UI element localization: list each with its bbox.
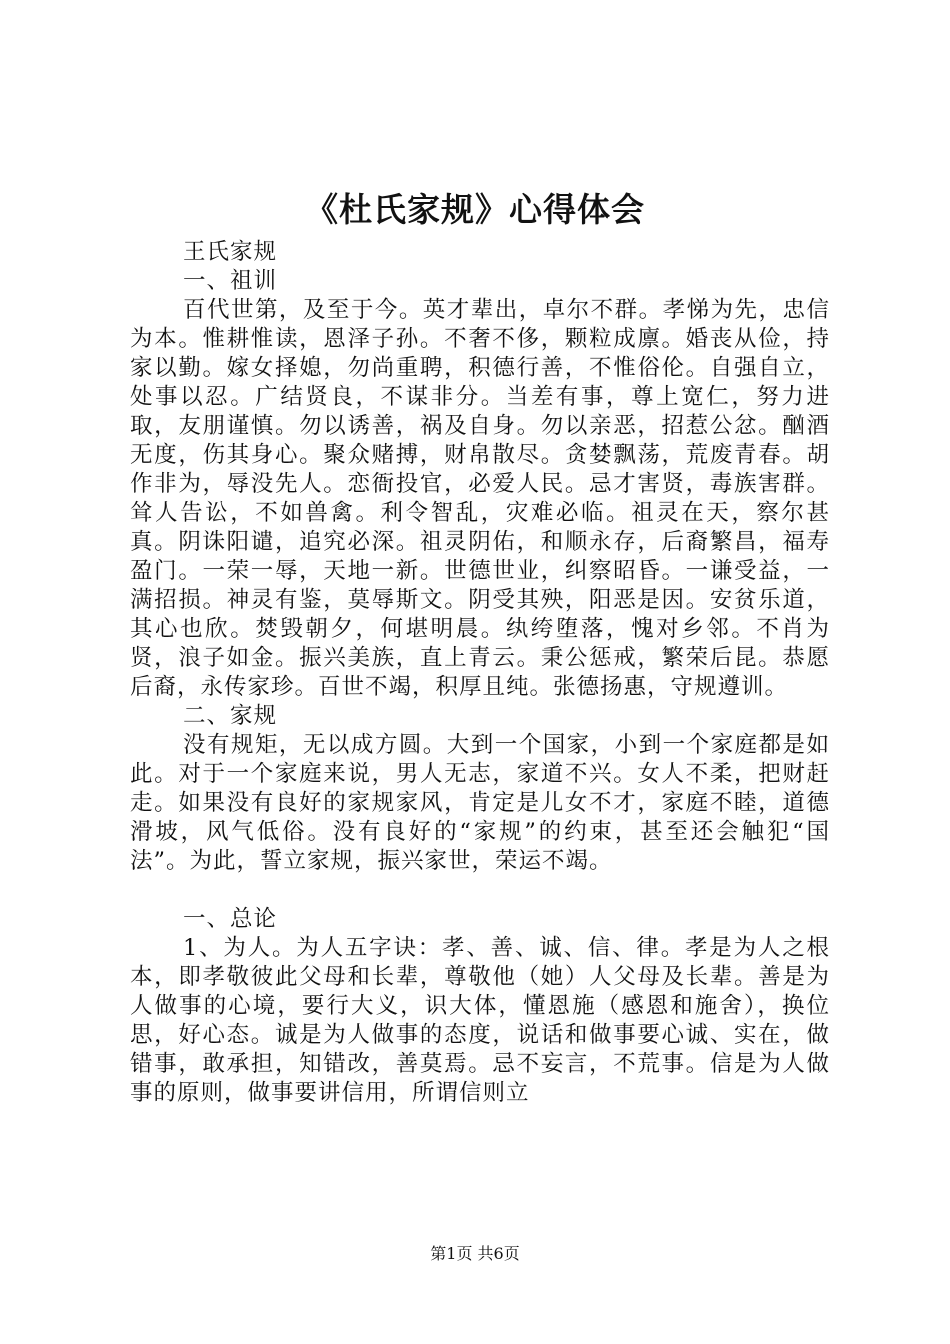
- paragraph-family-rules: 没有规矩，无以成方圆。大到一个国家，小到一个家庭都是如此。对于一个家庭来说，男人无志，家道不兴。女人不柔，把财赶走。如果没有良好的家规家风，肯定是儿女不才，家庭不睦，道德滑坡，风气低俗。没有良好的“家规”的约束，甚至还会触犯“国法”。为此，誓立家规，振兴家世，荣运不竭。: [130, 732, 830, 874]
- heading-family-rules: 二、家规: [183, 703, 278, 729]
- paragraph-spacer: [130, 876, 830, 905]
- heading-ancestral-teachings: 一、祖训: [183, 268, 278, 294]
- document-body: [130, 238, 830, 1108]
- document-title: 《杜氏家规》心得体会: [305, 190, 645, 229]
- paragraph-ancestral-teachings: 百代世第，及至于今。英才辈出，卓尔不群。孝悌为先，忠信为本。惟耕惟读，恩泽子孙。不奢不侈，颗粒成廪。婚丧从俭，持家以勤。嫁女择媳，勿尚重聘，积德行善，不惟俗伦。自强自立，处事以忍。广结贤良，不谋非分。当差有事，尊上宽仁，努力进取，友朋谨慎。勿以诱善，祸及自身。勿以亲恶，招惹公忿。酗酒无度，伤其身心。聚众赌搏，财帛散尽。贪婪飘荡，荒废青春。胡作非为，辱没先人。恋衙投官，必爱人民。忌才害贤，毒族害群。耸人告讼，不如兽禽。利令智乱，灾难必临。祖灵在天，察尔甚真。阴诛阳谴，追究必深。祖灵阴佑，和顺永存，后裔繁昌，福寿盈门。一荣一辱，天地一新。世德世业，纠察昭昏。一谦受益，一满招损。神灵有鉴，莫辱斯文。阴受其殃，阳恶是因。安贫乐道，其心也欣。焚毁朝夕，何堪明晨。纨绔堕落，愧对乡邻。不肖为贤，浪子如金。振兴美族，直上青云。秉公惩戒，繁荣后昆。恭愿后裔，永传家珍。百世不竭，积厚且纯。张德扬惠，守规遵训。: [130, 297, 830, 700]
- paragraph-general-discussion: 1、为人。为人五字诀：孝、善、诚、信、律。孝是为人之根本，即孝敬彼此父母和长辈，尊敬他（她）人父母及长辈。善是为人做事的心境，要行大义，识大体，懂恩施（感恩和施舍），换位思，好心态。诚是为人做事的态度，说话和做事要心诚、实在，做错事，敢承担，知错改，善莫焉。忌不妄言，不荒事。信是为人做事的原则，做事要讲信用，所谓信则立: [130, 935, 830, 1106]
- heading-general-discussion: 一、总论: [183, 906, 278, 932]
- page-number-footer: 第1页 共6页: [430, 1244, 520, 1263]
- heading-wang-family-rules: 王氏家规: [183, 239, 278, 265]
